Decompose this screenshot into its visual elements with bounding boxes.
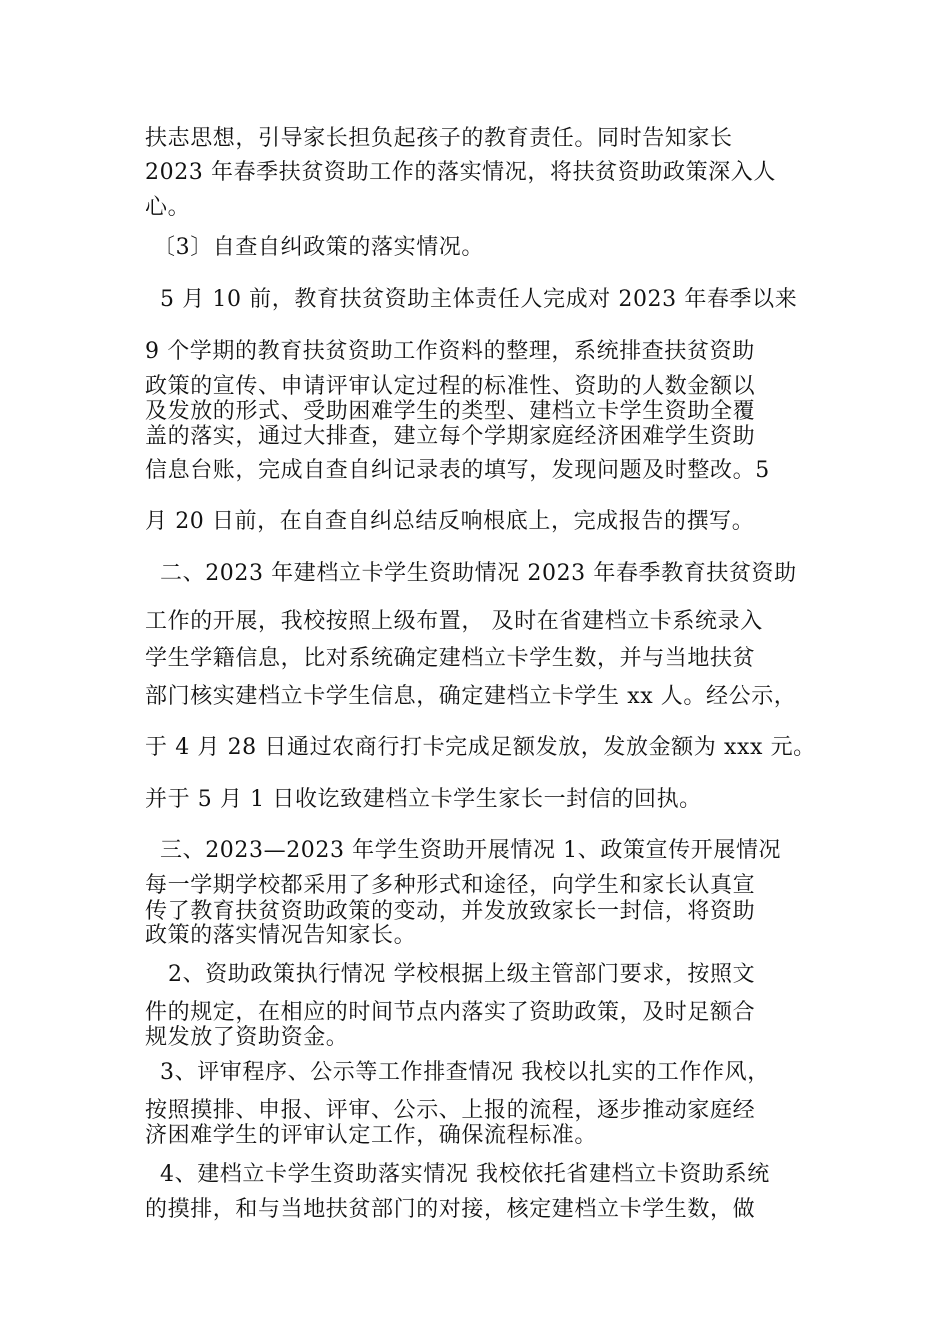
text-line: 3、评审程序、公示等工作排查情况 我校以扎实的工作作风，: [160, 1060, 770, 1085]
text-line: 部门核实建档立卡学生信息，确定建档立卡学生 xx 人。经公示，: [145, 684, 797, 709]
text-line: 心。: [145, 195, 191, 220]
text-line: 的摸排，和与当地扶贫部门的对接，核定建档立卡学生数，做: [145, 1197, 756, 1222]
text-line: 学生学籍信息，比对系统确定建档立卡学生数，并与当地扶贫: [145, 646, 756, 671]
text-line: 按照摸排、申报、评审、公示、上报的流程，逐步推动家庭经: [145, 1098, 756, 1123]
text-line: 于 4 月 28 日通过农商行打卡完成足额发放，发放金额为 xxx 元。: [145, 735, 816, 760]
text-line: 2、资助政策执行情况 学校根据上级主管部门要求，按照文: [168, 962, 756, 987]
text-line: 及发放的形式、受助困难学生的类型、建档立卡学生资助全覆: [145, 399, 756, 424]
text-line: 政策的落实情况告知家长。: [145, 923, 417, 948]
text-line: 4、建档立卡学生资助落实情况 我校依托省建档立卡资助系统: [160, 1162, 770, 1187]
text-line: 扶志思想，引导家长担负起孩子的教育责任。同时告知家长: [145, 126, 733, 151]
text-line: 三、2023—2023 年学生资助开展情况 1、政策宣传开展情况: [160, 838, 782, 863]
text-line: 9 个学期的教育扶贫资助工作资料的整理，系统排查扶贫资助: [145, 339, 755, 364]
text-line: 盖的落实，通过大排查，建立每个学期家庭经济困难学生资助: [145, 424, 756, 449]
text-line: 政策的宣传、申请评审认定过程的标准性、资助的人数金额以: [145, 374, 756, 399]
text-line: 传了教育扶贫资助政策的变动，并发放致家长一封信，将资助: [145, 899, 756, 924]
text-line: 月 20 日前，在自查自纠总结反响根底上，完成报告的撰写。: [145, 509, 755, 534]
text-line: 5 月 10 前，教育扶贫资助主体责任人完成对 2023 年春季以来: [160, 287, 798, 312]
text-line: 并于 5 月 1 日收讫致建档立卡学生家长一封信的回执。: [145, 787, 702, 812]
text-line: 〔3〕自查自纠政策的落实情况。: [153, 235, 484, 260]
text-line: 2023 年春季扶贫资助工作的落实情况，将扶贫资助政策深入人: [145, 160, 776, 185]
text-line: 济困难学生的评审认定工作，确保流程标准。: [145, 1123, 598, 1148]
text-line: 规发放了资助资金。: [145, 1025, 349, 1050]
text-line: 信息台账，完成自查自纠记录表的填写，发现问题及时整改。5: [145, 458, 770, 483]
text-line: 件的规定，在相应的时间节点内落实了资助政策，及时足额合: [145, 1000, 756, 1025]
text-line: 工作的开展，我校按照上级布置， 及时在省建档立卡系统录入: [145, 609, 763, 634]
text-line: 二、2023 年建档立卡学生资助情况 2023 年春季教育扶贫资助: [160, 561, 797, 586]
text-line: 每一学期学校都采用了多种形式和途径，向学生和家长认真宣: [145, 873, 756, 898]
